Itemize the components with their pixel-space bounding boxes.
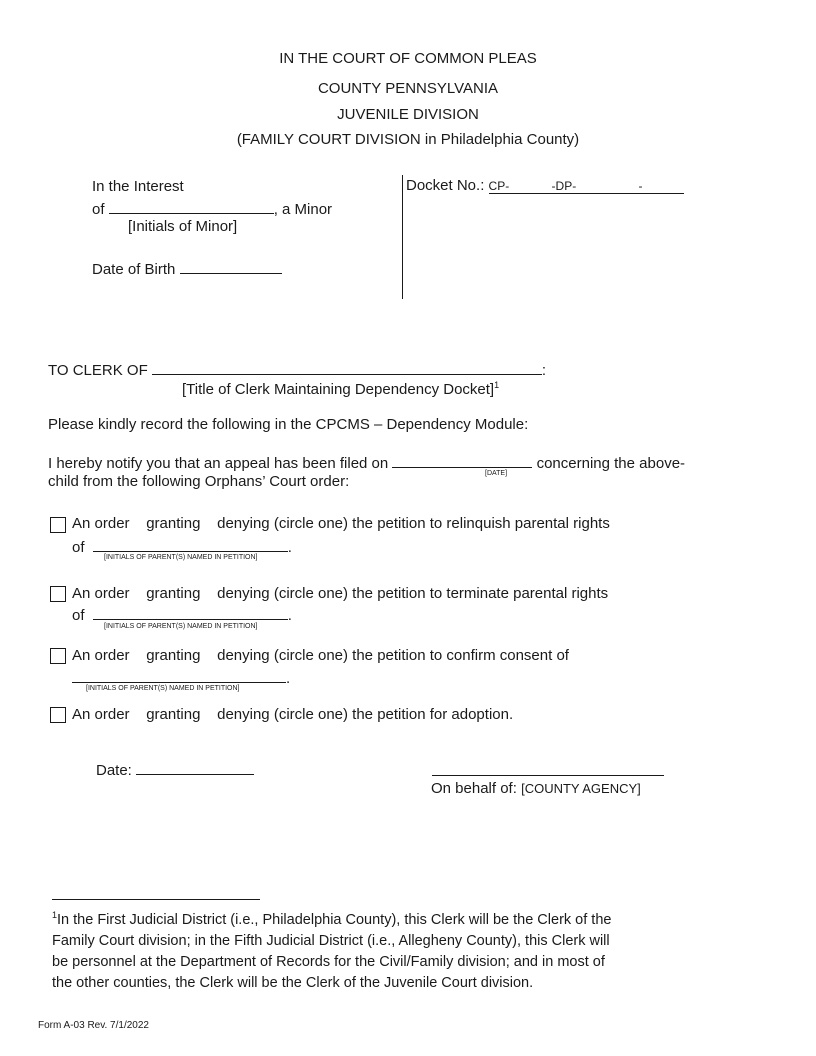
consent-option bbox=[72, 647, 569, 664]
footnote-line-4: the other counties, the Clerk will be the Clerk of the Juvenile Court division. bbox=[52, 974, 534, 991]
terminate-rest: denying (circle one) the petition to terminate parental rights bbox=[217, 585, 609, 602]
footnote-line-1: $^1$In the First Judicial District (i.e., Philadelphia County), this Clerk will be the Clerk of the bbox=[52, 910, 612, 928]
court-title: IN THE COURT OF COMMON PLEAS bbox=[279, 50, 537, 67]
adoption-checkbox[interactable] bbox=[50, 707, 66, 723]
docket-number-field[interactable] bbox=[489, 179, 684, 194]
form-id: Form A-03 Rev. 7/1/2022 bbox=[38, 1020, 149, 1031]
to-clerk-label: TO CLERK OF bbox=[48, 362, 148, 379]
relinquish-rest: denying (circle one) the petition to relinquish parental rights bbox=[217, 515, 610, 532]
relinquish-option bbox=[72, 515, 610, 532]
clerk-title-field[interactable] bbox=[152, 360, 542, 375]
docket-dp: -DP- bbox=[551, 179, 577, 193]
consent-checkbox[interactable] bbox=[50, 648, 66, 664]
consent-parent-row: . bbox=[72, 668, 290, 687]
to-clerk-row bbox=[48, 360, 546, 379]
adoption-lead: An order bbox=[72, 706, 130, 723]
initials-of-minor-label: [Initials of Minor] bbox=[128, 218, 238, 235]
terminate-parent-label: [INITIALS OF PARENT(S) NAMED IN PETITION] bbox=[104, 623, 258, 630]
behalf-row bbox=[431, 780, 641, 797]
behalf-label: On behalf of: bbox=[431, 780, 517, 797]
appeal-date-field[interactable] bbox=[392, 453, 532, 468]
signature-date-field[interactable] bbox=[136, 760, 254, 775]
consent-parent-label: [INITIALS OF PARENT(S) NAMED IN PETITION] bbox=[86, 685, 240, 692]
caption-divider bbox=[402, 175, 403, 299]
footnote-ref: 1 bbox=[494, 380, 500, 390]
minor-initials-field[interactable] bbox=[109, 199, 274, 214]
county-agency: [COUNTY AGENCY] bbox=[521, 781, 641, 796]
consent-granting: granting bbox=[146, 647, 201, 664]
of-label: of bbox=[92, 201, 105, 218]
family-court-line: (FAMILY COURT DIVISION in Philadelphia County) bbox=[236, 131, 580, 148]
notify-line-1 bbox=[48, 453, 685, 472]
signature-date-label: Date: bbox=[96, 762, 132, 779]
terminate-lead: An order bbox=[72, 585, 130, 602]
footnote-line-2: Family Court division; in the Fifth Judicial District (i.e., Allegheny County), this Clerk will bbox=[52, 932, 610, 949]
relinquish-parent-label: [INITIALS OF PARENT(S) NAMED IN PETITION] bbox=[104, 554, 258, 561]
division-line: JUVENILE DIVISION bbox=[337, 106, 479, 123]
date-row bbox=[96, 760, 254, 779]
in-interest-label: In the Interest bbox=[92, 178, 184, 195]
adoption-granting: granting bbox=[146, 706, 201, 723]
clerk-title-label: [Title of Clerk Maintaining Dependency Docket] bbox=[182, 381, 495, 398]
footnote bbox=[52, 905, 611, 994]
minor-label: , a Minor bbox=[273, 201, 333, 218]
docket-label: Docket No.: bbox=[406, 177, 485, 194]
footnote-separator bbox=[52, 899, 260, 900]
clerk-colon: : bbox=[541, 362, 547, 379]
dob-label: Date of Birth bbox=[92, 261, 176, 278]
record-instruction: Please kindly record the following in the CPCMS – Dependency Module: bbox=[48, 416, 529, 433]
adoption-rest: denying (circle one) the petition for adoption. bbox=[217, 706, 514, 723]
relinquish-of-row: of . bbox=[72, 539, 292, 556]
footnote-line-3: be personnel at the Department of Records for the Civil/Family division; and in most of bbox=[52, 953, 605, 970]
terminate-parent-field[interactable] bbox=[93, 605, 288, 620]
notify-line-2: child from the following Orphans’ Court order: bbox=[48, 473, 350, 490]
relinquish-of: of bbox=[72, 539, 85, 556]
consent-lead: An order bbox=[72, 647, 130, 664]
minor-line bbox=[92, 199, 332, 218]
consent-rest: denying (circle one) the petition to confirm consent of bbox=[217, 647, 569, 664]
appeal-date-label: [DATE] bbox=[485, 470, 508, 477]
terminate-option bbox=[72, 585, 608, 602]
terminate-granting: granting bbox=[146, 585, 201, 602]
docket-cp: CP- bbox=[488, 179, 510, 193]
relinquish-parent-field[interactable] bbox=[93, 537, 288, 552]
docket-row bbox=[406, 177, 684, 194]
notify-text-2: concerning the above- bbox=[536, 455, 686, 472]
footnote-number: 1 bbox=[52, 910, 58, 920]
terminate-of-row: of . bbox=[72, 607, 292, 624]
terminate-checkbox[interactable] bbox=[50, 586, 66, 602]
consent-parent-field[interactable] bbox=[72, 668, 286, 683]
county-line: COUNTY PENNSYLVANIA bbox=[317, 80, 499, 97]
dob-field[interactable] bbox=[180, 259, 282, 274]
terminate-of: of bbox=[72, 607, 85, 624]
signature-line[interactable] bbox=[432, 775, 664, 776]
clerk-title-label-row bbox=[182, 380, 499, 398]
docket-dash: - bbox=[638, 179, 643, 193]
relinquish-lead: An order bbox=[72, 515, 130, 532]
relinquish-granting: granting bbox=[146, 515, 201, 532]
dob-row bbox=[92, 259, 282, 278]
relinquish-checkbox[interactable] bbox=[50, 517, 66, 533]
adoption-option bbox=[72, 706, 513, 723]
notify-text-1: I hereby notify you that an appeal has been filed on bbox=[48, 455, 389, 472]
